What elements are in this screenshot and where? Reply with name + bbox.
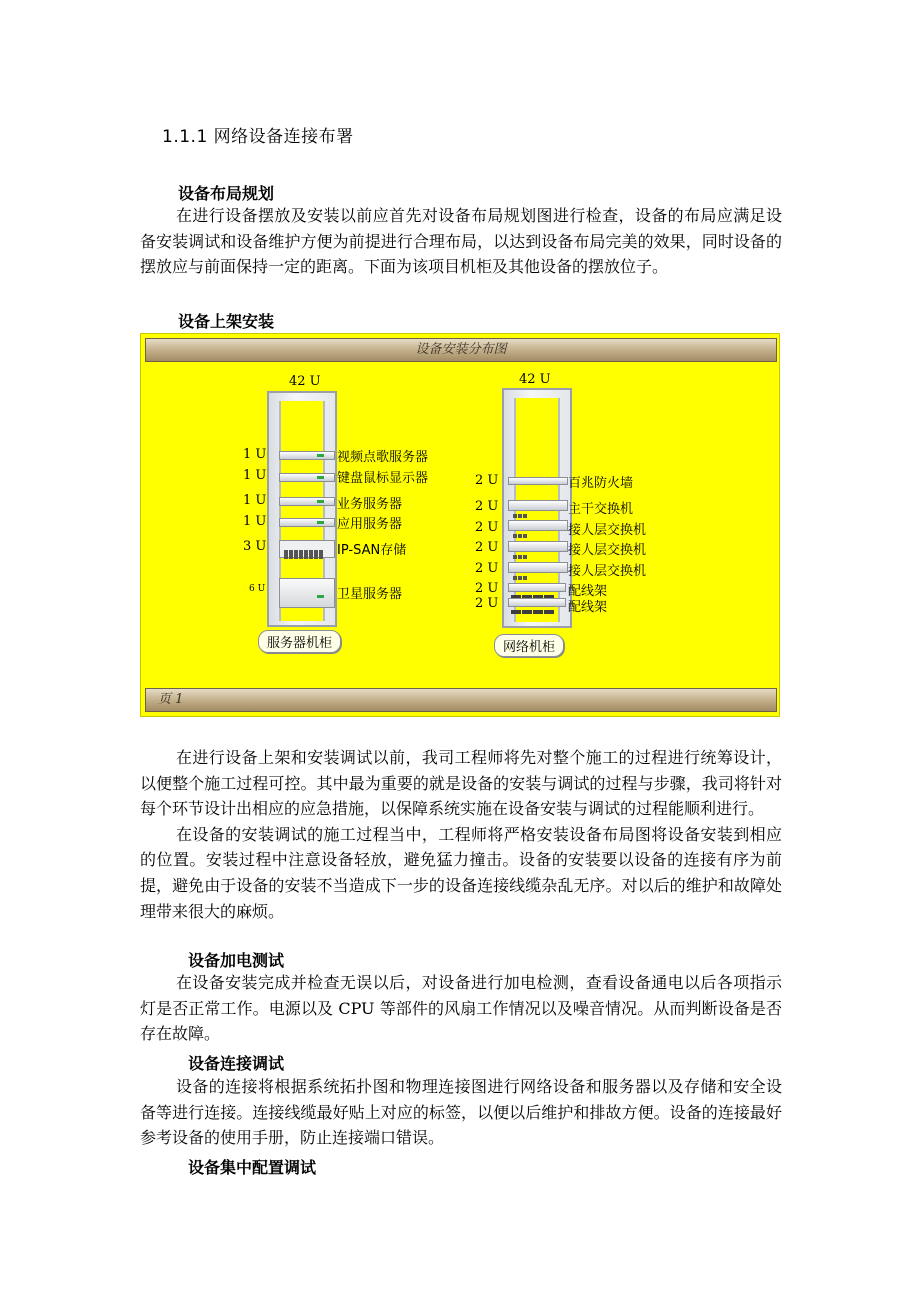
network-rack-u-3: 2 U (475, 520, 499, 535)
network-device-label-6: 配线架 (568, 584, 608, 599)
network-rack-u-7: 2 U (475, 596, 499, 611)
rack-install-heading: 设备上架安装 (178, 312, 275, 331)
network-rack-u-6: 2 U (475, 581, 499, 596)
access-switch-unit-2 (508, 541, 568, 552)
power-test-paragraph (140, 970, 782, 1047)
network-device-label-3: 接人层交换机 (568, 523, 647, 538)
server-device-label-1: 视频点歌服务器 (337, 450, 429, 465)
rack-install-paragraphs (140, 745, 782, 924)
firewall-unit (508, 477, 568, 485)
app-server-unit (279, 518, 335, 527)
layout-plan-paragraph (140, 203, 782, 280)
access-switch-unit-1 (508, 520, 568, 531)
satellite-server-unit (279, 578, 335, 608)
server-device-label-3: 业务服务器 (337, 497, 403, 512)
figure-title-banner: 设备安装分布图 (145, 338, 777, 362)
network-rack-height: 42 U (519, 372, 551, 387)
patch-panel-unit-1 (508, 583, 566, 592)
server-rack-u-2: 1 U (243, 468, 267, 483)
network-device-label-4: 接人层交换机 (568, 543, 647, 558)
network-rack-u-5: 2 U (475, 561, 499, 576)
server-rack-u-3: 1 U (243, 493, 267, 508)
connection-test-heading: 设备连接调试 (188, 1054, 285, 1073)
rack-install-para-1: 在进行设备上架和安装调试以前，我司工程师将先对整个施工的过程进行统筹设计，以便整个施工过程可控。其中最为重要的就是设备的安装与调试的过程与步骤，我司将针对每个环节设计出相应的应急措施，以保障系统实施在设备安装与调试的过程能顺利进行。 (140, 748, 782, 819)
central-config-heading: 设备集中配置调试 (188, 1158, 317, 1177)
network-device-label-5: 接人层交换机 (568, 564, 647, 579)
network-rack-u-2: 2 U (475, 499, 499, 514)
network-rack-u-4: 2 U (475, 540, 499, 555)
power-test-text: 在设备安装完成并检查无误以后，对设备进行加电检测，查看设备通电以后各项指示灯是否正常工作。电源以及 CPU 等部件的风扇工作情况以及噪音情况。从而判断设备是否存在故障。 (140, 973, 782, 1044)
power-test-heading: 设备加电测试 (188, 951, 285, 970)
server-rack-u-5: 3 U (243, 539, 267, 554)
layout-plan-heading: 设备布局规划 (178, 184, 275, 203)
core-switch-unit (508, 500, 568, 511)
server-device-label-4: 应用服务器 (337, 517, 403, 532)
business-server-unit (279, 497, 335, 506)
server-rack-height: 42 U (289, 374, 321, 389)
network-rack-u-1: 2 U (475, 473, 499, 488)
equipment-layout-figure (140, 333, 780, 717)
network-device-label-2: 主干交换机 (568, 502, 634, 517)
figure-footer-banner: 页 1 (145, 688, 777, 712)
patch-panel-unit-2 (508, 598, 566, 607)
server-rack-u-6: 6 U (249, 584, 266, 594)
network-rack-caption: 网络机柜 (494, 634, 564, 657)
server-device-label-5: IP-SAN存储 (337, 543, 407, 558)
video-server-unit (279, 451, 335, 460)
ip-san-storage-unit (279, 540, 335, 558)
kvm-unit (279, 473, 335, 482)
server-device-label-2: 键盘鼠标显示器 (337, 471, 429, 486)
rack-install-para-2: 在设备的安装调试的施工过程当中，工程师将严格安装设备布局图将设备安装到相应的位置。安装过程中注意设备轻放，避免猛力撞击。设备的安装要以设备的连接有序为前提，避免由于设备的安装不当造成下一步的设备连接线缆杂乱无序。对以后的维护和故障处理带来很大的麻烦。 (140, 824, 782, 921)
server-rack-u-1: 1 U (243, 447, 267, 462)
server-rack-u-4: 1 U (243, 514, 267, 529)
section-heading: 1.1.1 网络设备连接布署 (162, 127, 354, 147)
layout-plan-text: 在进行设备摆放及安装以前应首先对设备布局规划图进行检查，设备的布局应满足设备安装调试和设备维护方便为前提进行合理布局，以达到设备布局完美的效果，同时设备的摆放应与前面保持一定的距离。下面为该项目机柜及其他设备的摆放位子。 (140, 206, 782, 277)
connection-test-text: 设备的连接将根据系统拓扑图和物理连接图进行网络设备和服务器以及存储和安全设备等进行连接。连接线缆最好贴上对应的标签，以便以后维护和排故方便。设备的连接最好参考设备的使用手册，防止连接端口错误。 (140, 1077, 782, 1148)
access-switch-unit-3 (508, 562, 568, 573)
server-device-label-6: 卫星服务器 (337, 587, 403, 602)
connection-test-paragraph (140, 1074, 782, 1151)
server-rack-caption: 服务器机柜 (258, 630, 341, 653)
network-device-label-7: 配线架 (568, 600, 608, 615)
network-device-label-1: 百兆防火墙 (568, 476, 634, 491)
